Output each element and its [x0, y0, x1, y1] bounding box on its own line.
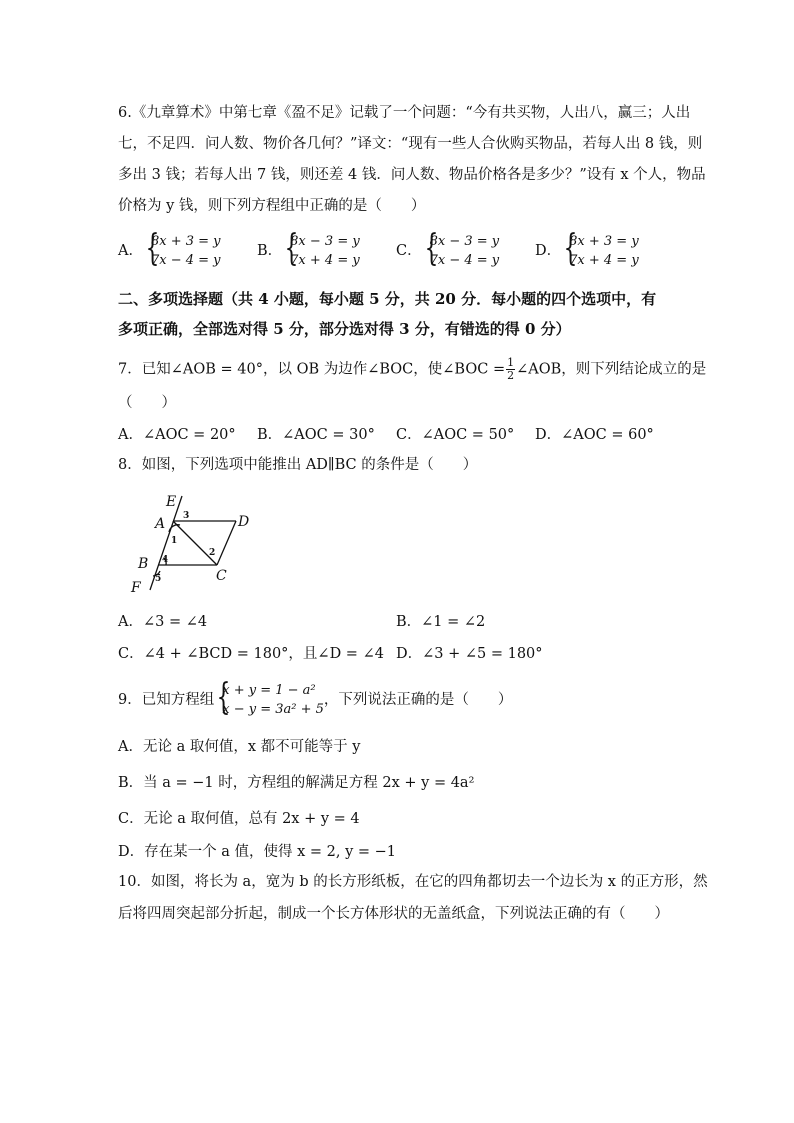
label-a: A: [155, 516, 166, 532]
q6-line-3: 多出 3 钱；若每人出 7 钱，则还差 4 钱．问人数、物品价格各是多少？”设有 x 个人，物品: [118, 167, 706, 183]
q6-line-1: 6.《九章算术》中第七章《盈不足》记载了一个问题：“今有共买物，人出八，赢三；人出: [118, 105, 691, 121]
q8-figure: [128, 492, 268, 596]
q6-option-d-eq2: 7x + 4 = y: [569, 253, 639, 268]
q7-fraction: [506, 357, 515, 382]
segment-dc: [217, 521, 236, 565]
segment-ac: [173, 521, 217, 565]
angle-4-label: 4: [162, 555, 169, 565]
q8-option-a: A．∠3 = ∠4: [118, 614, 208, 630]
label-d: D: [238, 514, 250, 530]
q9-prefix: 9．已知方程组: [118, 692, 215, 708]
q7-stem-part1: 7．已知∠AOB = 40°，以 OB 为边作∠BOC，使∠BOC =: [118, 361, 506, 378]
q6-option-d-system: [561, 232, 639, 270]
q6-option-b-system: [282, 232, 360, 270]
q8-option-c: C．∠4 + ∠BCD = 180°，且∠D = ∠4: [118, 646, 384, 662]
q6-option-c-label: C．: [396, 243, 422, 259]
q9-eq1: { x + y = 1 − a²: [222, 683, 316, 698]
label-e: E: [166, 494, 177, 510]
q8-option-b: B．∠1 = ∠2: [396, 614, 486, 630]
angle-5-label: 5: [155, 574, 162, 584]
q7-option-b: B．∠AOC = 30°: [257, 427, 375, 443]
q6-option-c-eq2: 7x − 4 = y: [429, 253, 500, 268]
q9-option-c: C．无论 a 取何值，总有 2x + y = 4: [118, 811, 360, 827]
q6-option-a: [118, 232, 221, 270]
label-b: B: [138, 556, 149, 572]
q6-option-c-eq1: { 8x − 3 = y: [429, 234, 500, 249]
q6-option-d-eq1: { 8x + 3 = y: [569, 234, 639, 249]
q7-stem: [118, 357, 706, 382]
q6-option-b: [257, 232, 360, 270]
q7-option-c: C．∠AOC = 50°: [396, 427, 515, 443]
q6-option-c-system: [422, 232, 500, 270]
q6-option-b-eq2: 7x + 4 = y: [290, 253, 360, 268]
q7-frac-den: 2: [507, 369, 515, 382]
q9-option-d: D．存在某一个 a 值，使得 x = 2, y = −1: [118, 844, 397, 860]
q6-option-c: [396, 232, 499, 270]
q7-option-a: A．∠AOC = 20°: [118, 427, 236, 443]
q7-frac-num: 1: [507, 356, 515, 369]
q10-line-1: 10．如图，将长为 a，宽为 b 的长方形纸板，在它的四角都切去一个边长为 x 的正方形，然: [118, 874, 708, 890]
q6-line-4: 价格为 y 钱，则下列方程组中正确的是（ ）: [118, 198, 426, 214]
q6-option-d-label: D．: [535, 243, 562, 259]
section2-title-line-1: 二、多项选择题（共 4 小题，每小题 5 分，共 20 分．每小题的四个选项中，有: [118, 290, 657, 308]
q7-paren: （ ）: [118, 395, 176, 411]
q6-option-b-eq1: { 8x − 3 = y: [290, 234, 360, 249]
q10-line-2: 后将四周突起部分折起，制成一个长方体形状的无盖纸盒，下列说法正确的有（ ）: [118, 906, 669, 922]
q6-option-b-label: B．: [257, 243, 283, 259]
angle-1-label: 1: [171, 536, 178, 546]
q6-line-2: 七，不足四．问人数、物价各几何？”译文：“现有一些人合伙购买物品，若每人出 8 钱，则: [118, 136, 703, 152]
q9-system: [214, 681, 324, 719]
label-c: C: [216, 568, 227, 584]
angle-3-label: 3: [183, 511, 190, 521]
q9-eq2: x − y = 3a² + 5: [222, 702, 324, 717]
q9-suffix: ，下列说法正确的是（ ）: [323, 692, 513, 708]
q9-option-b: B．当 a = −1 时，方程组的解满足方程 2x + y = 4a²: [118, 775, 475, 791]
q9-stem: [118, 680, 512, 720]
section2-title-line-2: 多项正确，全部选对得 5 分，部分选对得 3 分，有错选的得 0 分）: [118, 320, 571, 338]
q6-option-a-label: A．: [118, 243, 143, 259]
q7-option-d: D．∠AOC = 60°: [535, 427, 654, 443]
angle-2-label: 2: [209, 548, 216, 558]
q8-option-d: D．∠3 + ∠5 = 180°: [396, 646, 543, 662]
q6-option-a-system: [143, 232, 221, 270]
q9-option-a: A．无论 a 取何值，x 都不可能等于 y: [118, 739, 361, 755]
q7-stem-part2: ∠AOB，则下列结论成立的是: [516, 361, 707, 378]
q8-stem: 8．如图，下列选项中能推出 AD∥BC 的条件是（ ）: [118, 457, 478, 473]
label-f: F: [131, 580, 141, 596]
q6-option-a-eq1: { 8x + 3 = y: [150, 234, 221, 249]
q6-option-a-eq2: 7x − 4 = y: [150, 253, 221, 268]
q6-option-d: [535, 232, 639, 270]
